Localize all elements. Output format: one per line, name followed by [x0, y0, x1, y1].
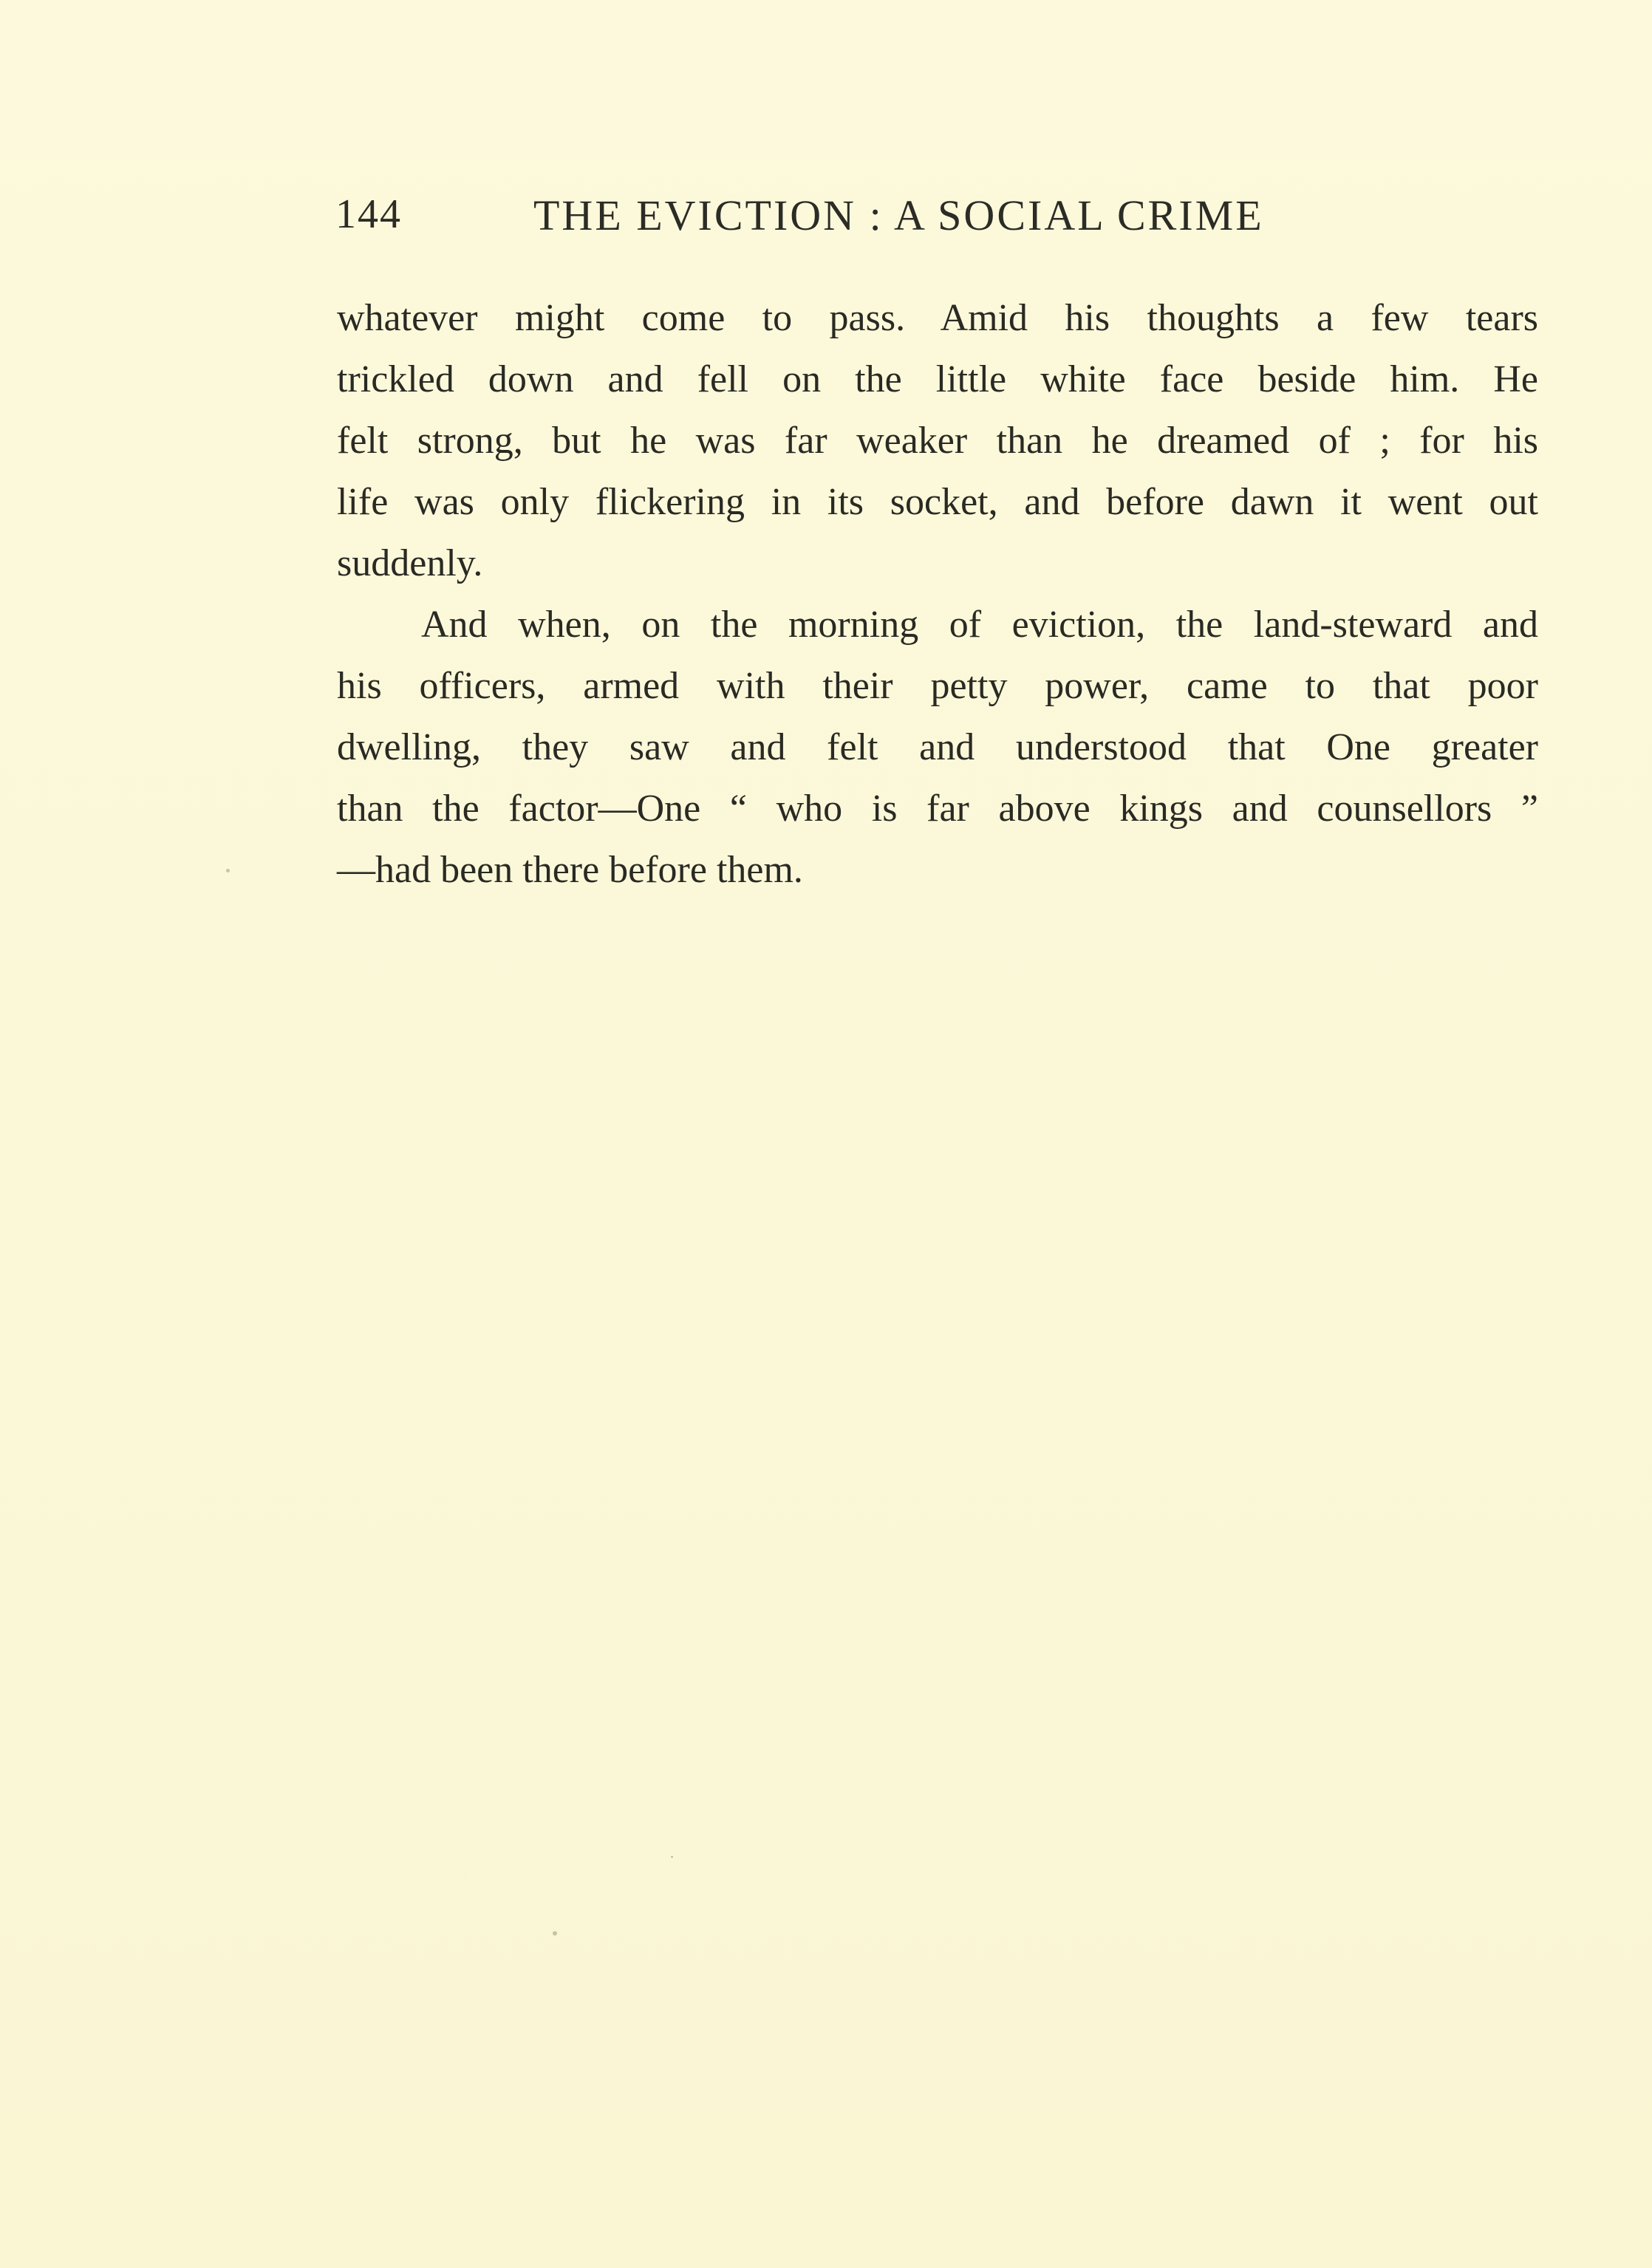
body-line-7: his officers, armed with their petty power, came to that poor: [337, 665, 1538, 707]
paper-speck: [226, 869, 230, 872]
body-line-8: dwelling, they saw and felt and understood that One greater: [337, 726, 1538, 768]
body-line-5: suddenly.: [337, 542, 483, 584]
body-line-9: than the factor—One “ who is far above kings and counsellors ”: [337, 788, 1538, 830]
running-title: THE EVICTION : A SOCIAL CRIME: [533, 191, 1264, 239]
body-line-3: felt strong, but he was far weaker than he dreamed of ; for his: [337, 420, 1538, 462]
paper-speck: [553, 1931, 557, 1936]
page-number: 144: [335, 191, 402, 237]
body-line-10: —had been there before them.: [337, 849, 803, 891]
body-line-2: trickled down and fell on the little white face beside him. He: [337, 358, 1538, 400]
body-line-1: whatever might come to pass. Amid his thoughts a few tears: [337, 297, 1538, 339]
paper-speck: [671, 1856, 673, 1858]
body-line-6: And when, on the morning of eviction, the land-steward and: [421, 604, 1538, 646]
running-head: [335, 191, 1540, 250]
body-line-4: life was only flickering in its socket, and before dawn it went out: [337, 481, 1538, 523]
